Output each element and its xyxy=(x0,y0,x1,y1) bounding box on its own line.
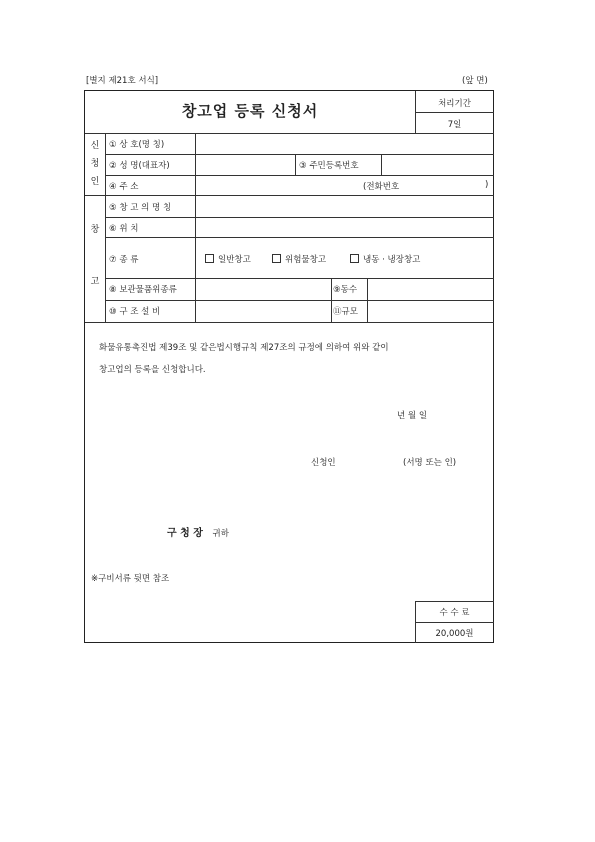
form-title: 창고업 등록 신청서 xyxy=(181,102,319,120)
building-count-label: ⑨동수 xyxy=(333,285,358,295)
address-label: ④ 주 소 xyxy=(109,182,139,192)
type-label: ⑦ 종 류 xyxy=(109,255,139,265)
type-option-hazardous[interactable]: 위험물창고 xyxy=(272,253,326,265)
checkbox-hazardous[interactable] xyxy=(272,254,281,263)
company-name-label: ① 상 호(명 칭) xyxy=(109,140,165,150)
date-line: 년 월 일 xyxy=(397,411,428,421)
recipient-line: 구 청 장 귀하 xyxy=(167,528,229,539)
applicant-section-label: 신 청 인 xyxy=(90,141,100,187)
scale-label: ⑪규모 xyxy=(333,307,358,317)
warehouse-section-label-bottom: 고 xyxy=(90,277,100,287)
application-form xyxy=(84,90,494,643)
type-option-general[interactable]: 일반창고 xyxy=(205,253,251,265)
signature-placeholder: (서명 또는 인) xyxy=(403,458,457,468)
form-number-label: [별지 제21호 서식] xyxy=(86,76,159,86)
processing-period-label: 처리기간 xyxy=(438,99,471,109)
page-side-label: (앞 면) xyxy=(462,76,488,86)
phone-close-label: ) xyxy=(485,180,489,190)
phone-label: (전화번호 xyxy=(363,182,400,192)
attachment-note: ※구비서류 뒷면 참조 xyxy=(91,574,170,584)
type-option-refrigerated[interactable]: 냉동 · 냉장창고 xyxy=(350,253,420,265)
declaration-line-2: 창고업의 등록을 신청합니다. xyxy=(99,365,206,375)
warehouse-name-label: ⑤ 창 고 의 명 칭 xyxy=(109,203,172,213)
location-label: ⑥ 위 치 xyxy=(109,224,139,234)
fee-label: 수 수 료 xyxy=(439,608,470,618)
checkbox-general[interactable] xyxy=(205,254,214,263)
structure-label: ⑩ 구 조 설 비 xyxy=(109,307,161,317)
applicant-signature-label: 신청인 xyxy=(311,458,336,468)
processing-period-value: 7일 xyxy=(447,120,462,130)
warehouse-section-label-top: 창 xyxy=(90,225,100,235)
fee-value: 20,000원 xyxy=(435,629,474,639)
declaration-line-1: 화물유통촉진법 제39조 및 같은법시행규칙 제27조의 규정에 의하여 위와 같이 xyxy=(99,343,389,353)
checkbox-refrigerated[interactable] xyxy=(350,254,359,263)
stored-goods-label: ⑧ 보관물품위종류 xyxy=(109,285,177,295)
resident-number-label: ③ 주민등록번호 xyxy=(299,161,359,171)
name-label: ② 성 명(대표자) xyxy=(109,161,170,171)
